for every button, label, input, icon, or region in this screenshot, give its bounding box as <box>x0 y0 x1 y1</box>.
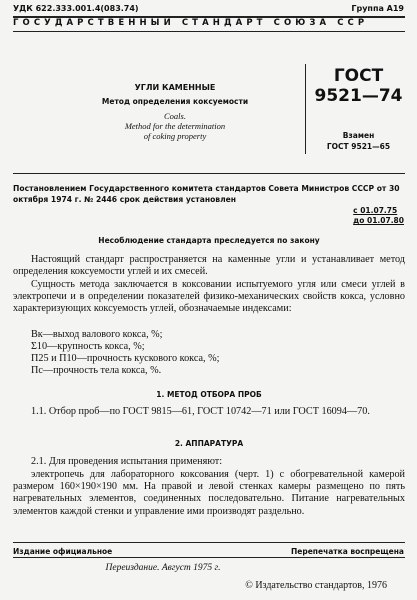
section-2-paragraph-2: электропечь для лабораторного коксования (черт. 1) с обогревательной камерой размером 160×190×190 мм. На правой и левой стенках камеры размещено по пять нагревательных элементов, соединенных последовательно. Питание нагревательных элементов каждой стенки и управление ими производят раздельно. <box>13 469 405 517</box>
legal-notice: Несоблюдение стандарта преследуется по закону <box>98 236 320 245</box>
index-item: Пс—прочность тела кокса, %. <box>31 365 162 376</box>
section-1-text: 1.1. Отбор проб—по ГОСТ 9815—61, ГОСТ 10742—71 или ГОСТ 16094—70. <box>31 406 370 417</box>
standard-title: УГЛИ КАМЕННЫЕ <box>134 83 216 92</box>
standard-subtitle: Метод определения коксуемости <box>101 97 249 106</box>
index-item: Bк—выход валового кокса, %; <box>31 329 163 340</box>
intro-paragraph-2: Сущность метода заключается в коксовании испытуемого угля или смеси углей в электропечи и в определении показателей физико-механических свойств кокса, условно характеризующих коксуемость углей, обозначаемые индексами: <box>13 279 405 315</box>
index-item: Σ10—крупность кокса, %; <box>31 341 145 352</box>
footer-rule <box>13 542 405 543</box>
copyright: © Издательство стандартов, 1976 <box>245 580 387 591</box>
reprint-note: Переиздание. Август 1975 г. <box>105 563 221 573</box>
index-item: П25 и П10—прочность кускового кокса, %; <box>31 353 220 364</box>
intro-paragraph-1: Настоящий стандарт распространяется на каменные угли и устанавливает метод определения коксуемости углей и их смесей. <box>13 254 405 278</box>
english-title: Coals. Method for the determination of coking property <box>124 111 226 141</box>
standard-banner: ГОСУДАРСТВЕННЫЙ СТАНДАРТ СОЮЗА ССР <box>13 18 369 28</box>
section-2-title: 2. АППАРАТУРА <box>174 439 244 448</box>
reprint-ban: Перепечатка воспрещена <box>290 547 404 556</box>
top-rule <box>13 16 405 18</box>
group-code: Группа А19 <box>351 4 404 13</box>
replaces-note: Взамен ГОСТ 9521—65 <box>326 131 391 151</box>
validity-dates: с 01.07.75 до 01.07.80 <box>353 206 404 225</box>
section-2-paragraph-1: 2.1. Для проведения испытания применяют: <box>31 456 223 467</box>
banner-rule <box>13 31 405 32</box>
udk-code: УДК 622.333.001.4(083.74) <box>13 4 139 13</box>
section-1-title: 1. МЕТОД ОТБОРА ПРОБ <box>156 390 262 399</box>
gost-divider <box>305 64 306 154</box>
decree-text: Постановлением Государственного комитета стандартов Совета Министров СССР от 30 октября 1974 г. № 2446 срок действия установлен <box>13 184 400 204</box>
footer-rule-2 <box>13 557 405 558</box>
gost-number: ГОСТ 9521—74 <box>314 66 403 106</box>
decree-rule <box>13 173 405 174</box>
edition-label: Издание официальное <box>13 547 113 556</box>
